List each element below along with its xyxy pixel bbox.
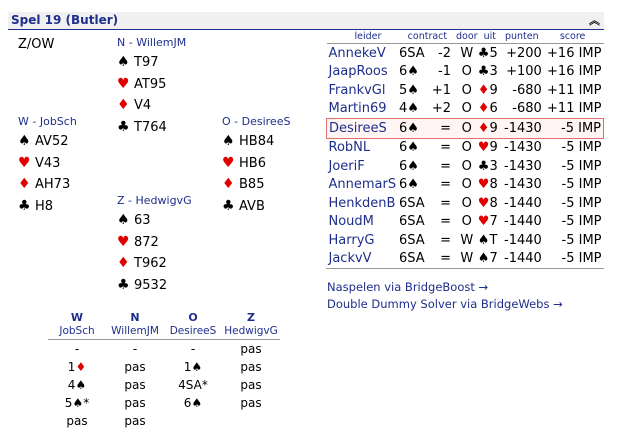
bidding-player-west: JobSch	[59, 325, 95, 337]
spade-icon: ♠	[407, 101, 419, 117]
spade-icon: ♠	[407, 120, 419, 136]
result-row[interactable]	[327, 194, 604, 213]
bid	[222, 412, 280, 430]
hand-south	[117, 194, 192, 296]
result-contract: 6♠	[399, 64, 419, 80]
result-lead: ♠7	[477, 251, 498, 267]
result-points: -1440	[504, 195, 542, 211]
vulnerability: Z/OW	[18, 37, 55, 52]
club-icon: ♣	[477, 64, 490, 80]
result-row[interactable]	[327, 213, 604, 232]
bidding-dir-south: Z	[247, 311, 255, 324]
deal-header	[8, 12, 604, 30]
bidding-header	[48, 311, 280, 340]
result-contract: 4♠	[399, 101, 419, 117]
spade-icon: ♠	[407, 82, 419, 98]
result-by: O	[461, 158, 472, 174]
result-contract: 6SA	[399, 251, 425, 267]
result-tricks: =	[440, 251, 451, 267]
spade-icon: ♠	[407, 64, 419, 80]
result-lead: ♣3	[477, 158, 498, 174]
result-row[interactable]	[327, 119, 604, 139]
results-table	[326, 30, 604, 268]
result-by: O	[461, 82, 472, 98]
spade-icon: ♠	[72, 396, 84, 410]
heart-icon: ♥	[117, 75, 130, 92]
bidding-dir-north: N	[130, 311, 140, 324]
hand-east-label[interactable]: O - DesireeS	[222, 115, 291, 128]
deal-title: Spel 19 (Butler)	[11, 13, 119, 27]
bidding-round	[48, 376, 280, 394]
diamond-icon: ♦	[477, 82, 490, 98]
heart-icon: ♥	[117, 233, 130, 250]
result-lead: ♦9	[478, 119, 502, 139]
bidding-round	[48, 358, 280, 376]
col-leider: leider	[327, 30, 400, 44]
spade-icon: ♠	[477, 251, 490, 267]
hand-east-hearts: ♥ HB6	[222, 153, 290, 175]
result-points: -680	[512, 82, 542, 98]
result-score: +11 IMP	[547, 101, 602, 117]
hand-north-diamonds: ♦ V4	[117, 95, 186, 117]
result-contract: 6SA	[399, 45, 425, 61]
result-tricks: -2	[438, 45, 451, 61]
hand-north-hearts: ♥ AT95	[117, 74, 186, 96]
club-icon: ♣	[117, 276, 130, 293]
result-score: -5 IMP	[561, 251, 602, 267]
spade-icon: ♠	[407, 177, 419, 193]
heart-icon: ♥	[477, 195, 490, 211]
result-row[interactable]	[327, 63, 604, 82]
result-row[interactable]	[327, 81, 604, 100]
result-tricks: =	[440, 158, 451, 174]
diamond-icon: ♦	[117, 97, 130, 113]
result-row[interactable]	[327, 250, 604, 269]
hand-west-spades: ♠ AV52	[18, 131, 77, 153]
club-icon: ♣	[222, 197, 235, 214]
bid: pas	[240, 396, 262, 410]
result-tricks: =	[440, 177, 451, 193]
result-declarer[interactable]: HarryG	[328, 232, 375, 248]
hand-west-diamonds: ♦ AH73	[18, 174, 77, 196]
spade-icon: ♠	[477, 232, 490, 248]
result-contract: 6♠	[399, 120, 419, 136]
result-tricks: =	[440, 214, 451, 230]
result-lead: ♥7	[477, 214, 498, 230]
bidding-round	[48, 340, 280, 359]
result-score: -5 IMP	[561, 140, 602, 156]
result-lead: ♦9	[477, 82, 498, 98]
result-by: O	[461, 64, 472, 80]
result-lead: ♣5	[477, 45, 498, 61]
bid: pas	[124, 396, 146, 410]
bidding-dir-east: O	[188, 311, 198, 324]
bid: 1♦	[67, 360, 87, 374]
bidding-round	[48, 412, 280, 430]
result-contract: 6SA	[399, 195, 425, 211]
result-points: +200	[506, 45, 542, 61]
col-punten: punten	[502, 30, 542, 44]
diamond-icon: ♦	[75, 360, 87, 374]
result-declarer[interactable]: JoeriF	[328, 158, 365, 174]
result-tricks: =	[440, 120, 451, 136]
bid: pas	[240, 360, 262, 374]
result-by: O	[456, 119, 478, 139]
hand-north-spades: ♠ T97	[117, 52, 186, 74]
result-points: -1440	[504, 214, 542, 230]
result-contract: 6SA	[399, 214, 425, 230]
result-by: W	[460, 251, 474, 267]
bid: -	[74, 342, 80, 356]
bid: 4SA*	[178, 378, 208, 392]
result-tricks: +2	[431, 101, 451, 117]
result-points: -1440	[504, 251, 542, 267]
result-declarer[interactable]: RobNL	[328, 140, 371, 156]
hand-south-hearts: ♥ 872	[117, 232, 192, 254]
hand-east-spades: ♠ HB84	[222, 131, 290, 153]
result-lead: ♥8	[477, 177, 498, 193]
result-by: W	[460, 232, 474, 248]
hand-north	[117, 36, 186, 138]
result-by: O	[461, 195, 472, 211]
result-by: O	[461, 214, 472, 230]
result-score: -5 IMP	[561, 232, 602, 248]
bidding-round	[48, 394, 280, 412]
hand-west-hearts: ♥ V43	[18, 153, 77, 175]
hand-south-clubs: ♣ 9532	[117, 275, 192, 297]
result-declarer[interactable]: AnnekeV	[328, 45, 386, 61]
hand-east-clubs: ♣ AVB	[222, 196, 290, 218]
spade-icon: ♠	[18, 133, 31, 149]
diamond-icon: ♦	[477, 120, 490, 136]
bid: -	[132, 342, 138, 356]
col-uit: uit	[478, 30, 502, 44]
result-declarer[interactable]: DesireeS	[327, 119, 400, 139]
results-divider	[326, 268, 604, 269]
result-declarer[interactable]: JackvV	[328, 251, 372, 267]
result-declarer[interactable]: HenkdenB	[328, 195, 396, 211]
spade-icon: ♠	[407, 158, 419, 174]
result-row[interactable]	[327, 44, 604, 63]
result-by: O	[461, 177, 472, 193]
result-declarer[interactable]: Martin69	[328, 101, 387, 117]
col-door: door	[456, 31, 478, 42]
heart-icon: ♥	[477, 177, 490, 193]
external-links	[327, 279, 563, 313]
spade-icon: ♠	[191, 360, 203, 374]
club-icon: ♣	[477, 158, 490, 174]
col-contract: contract	[399, 30, 456, 44]
hand-south-spades: ♠ 63	[117, 210, 192, 232]
spade-icon: ♠	[117, 212, 130, 228]
result-tricks: =	[440, 232, 451, 248]
result-lead: ♦6	[477, 101, 498, 117]
result-score: -5 IMP	[561, 177, 602, 193]
heart-icon: ♥	[222, 154, 235, 171]
spade-icon: ♠	[222, 133, 235, 149]
result-points: -1440	[504, 232, 542, 248]
result-points: +100	[506, 64, 542, 80]
club-icon: ♣	[18, 197, 31, 214]
result-tricks: -1	[438, 64, 451, 80]
result-points: -1430	[504, 140, 542, 156]
result-contract: 5♠	[399, 82, 419, 98]
result-declarer[interactable]: AnnemarS	[328, 177, 397, 193]
result-score: +16 IMP	[547, 45, 602, 61]
hand-west	[18, 115, 77, 217]
diamond-icon: ♦	[477, 101, 490, 117]
bidding-player-south: HedwigvG	[224, 325, 278, 337]
result-contract: 6♠	[399, 140, 419, 156]
result-lead: ♥8	[477, 195, 498, 211]
hand-south-diamonds: ♦ T962	[117, 253, 192, 275]
result-row[interactable]	[327, 157, 604, 176]
result-score: +16 IMP	[547, 64, 602, 80]
result-by: O	[461, 101, 472, 117]
result-tricks: +1	[431, 82, 451, 98]
diamond-icon: ♦	[117, 255, 130, 271]
result-row[interactable]	[327, 100, 604, 119]
result-row[interactable]	[327, 176, 604, 195]
result-row[interactable]	[327, 231, 604, 250]
result-score: -5 IMP	[561, 195, 602, 211]
hand-east-diamonds: ♦ B85	[222, 174, 290, 196]
bid	[164, 412, 222, 430]
result-contract: 6♠	[399, 177, 419, 193]
bid: pas	[66, 414, 88, 428]
result-lead: ♠T	[477, 232, 498, 248]
result-lead: ♣3	[477, 64, 498, 80]
spade-icon: ♠	[117, 54, 130, 70]
results-header-row	[327, 30, 604, 44]
hand-south-label[interactable]: Z - HedwigvG	[117, 194, 192, 207]
hand-east	[222, 115, 290, 217]
result-row[interactable]	[327, 138, 604, 157]
result-score: -5 IMP	[561, 158, 602, 174]
result-points: -1430	[504, 177, 542, 193]
hand-west-clubs: ♣ H8	[18, 196, 77, 218]
result-points: -1430	[504, 158, 542, 174]
spade-icon: ♠	[407, 140, 419, 156]
heart-icon: ♥	[477, 214, 490, 230]
bid: pas	[124, 378, 146, 392]
result-by: W	[460, 45, 474, 61]
col-score: score	[542, 30, 604, 44]
bidding-table	[48, 311, 280, 430]
bridgeboost-link[interactable]: Naspelen via BridgeBoost →	[327, 280, 489, 294]
result-score: -5 IMP	[561, 214, 602, 230]
result-points: -680	[512, 101, 542, 117]
result-contract: 6♠	[399, 158, 419, 174]
result-score: +11 IMP	[547, 82, 602, 98]
result-declarer[interactable]: NoudM	[328, 214, 374, 230]
bid: -	[190, 342, 196, 356]
result-contract: 6SA	[399, 232, 425, 248]
result-tricks: =	[440, 140, 451, 156]
club-icon: ♣	[477, 45, 490, 61]
heart-icon: ♥	[18, 154, 31, 171]
bid: pas	[240, 378, 262, 392]
club-icon: ♣	[117, 118, 130, 135]
bidding-player-north: WillemJM	[111, 325, 159, 337]
result-by: O	[461, 140, 472, 156]
bid: 1♠	[183, 360, 203, 374]
hand-north-clubs: ♣ T764	[117, 117, 186, 139]
bid: 6♠	[183, 396, 203, 410]
diamond-icon: ♦	[18, 176, 31, 192]
bidding-dir-west: W	[70, 311, 84, 324]
bid: 5♠*	[64, 396, 90, 410]
result-score: -5 IMP	[542, 119, 604, 139]
bid: pas	[124, 414, 146, 428]
bid: pas	[240, 342, 262, 356]
spade-icon: ♠	[191, 396, 203, 410]
result-points: -1430	[502, 119, 542, 139]
bidding-player-east: DesireeS	[169, 325, 217, 337]
result-tricks: =	[440, 195, 451, 211]
bridgewebs-link[interactable]: Double Dummy Solver via BridgeWebs →	[327, 297, 563, 311]
result-declarer[interactable]: JaapRoos	[328, 64, 388, 80]
diamond-icon: ♦	[222, 176, 235, 192]
result-lead: ♥9	[477, 140, 498, 156]
bid: 4♠	[67, 378, 87, 392]
bid: pas	[124, 360, 146, 374]
hand-north-label[interactable]: N - WillemJM	[117, 36, 187, 49]
heart-icon: ♥	[477, 140, 490, 156]
result-declarer[interactable]: FrankvGl	[328, 82, 386, 98]
spade-icon: ♠	[75, 378, 87, 392]
double-chevron-up-icon[interactable]: ︽	[589, 14, 600, 27]
hand-west-label[interactable]: W - JobSch	[18, 115, 77, 128]
